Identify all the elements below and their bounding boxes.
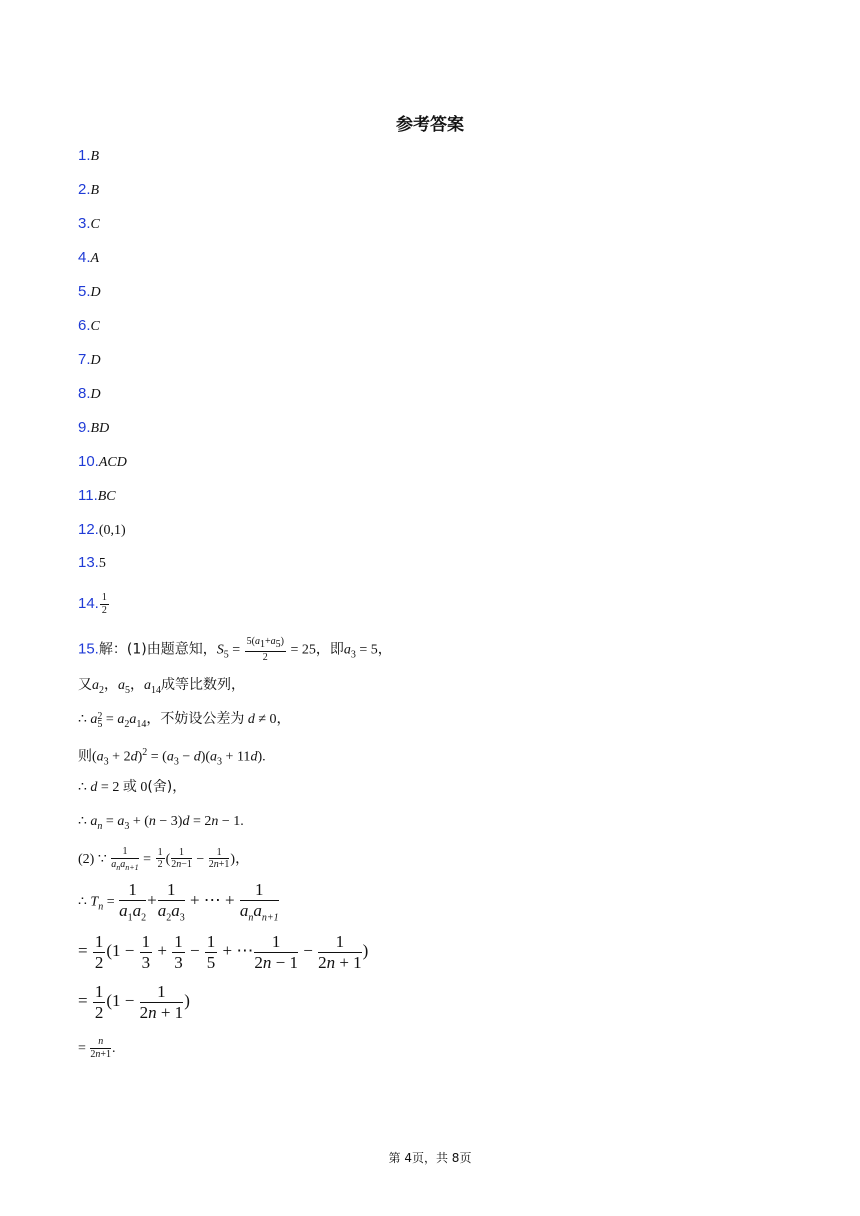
answer-item [78,180,99,201]
answer-number: 8. [78,385,91,402]
answer-number: 14. [78,595,99,612]
q15-number: 15. [78,640,99,658]
answer-item [78,418,109,439]
q15-line-9: = $\frac{1}{2}$ (1 − $\frac{1}{3}$ + $\frac{1}{3}$ − $\frac{1}{5}$ + ⋯ $\frac{1}{2n - 1}$ − $\frac{1}{2n + 1}$ ) [78,932,369,972]
q15-line-3: ∴ a $_{2 5} = a_2a_{14}$，不妨设公差为 d ≠ 0， [78,710,291,730]
answer-number: 10. [78,453,99,470]
answer-item [78,553,106,574]
answer-value: A [90,251,100,266]
answer-value: (0,1) [98,523,126,538]
q15-line-8: ∴ $T_n$ = $\frac{1}{a_1a_2}$ + $\frac{1}{a_2a_3}$ + ⋯ + $\frac{1}{a_na_{n+1}}$ [78,880,279,923]
q15-line-2: 又$a_2$，$a_5$，$a_{14}$成等比数列， [78,677,245,696]
answer-value: BC [97,489,116,504]
answer-number: 11. [78,487,98,504]
answer-number: 4. [78,249,91,266]
answer-item [78,486,116,507]
answer-fraction: $\frac{1}{2}$ [101,592,107,616]
answer-value: B [90,149,100,164]
answer-value: D [90,387,101,402]
answer-number: 3. [78,215,91,232]
answer-item [78,316,100,337]
page-footer: 第 4页，共 8页 [388,1151,472,1165]
answer-number: 6. [78,317,91,334]
q15-line-5: ∴ d = 2 或 0(舍)， [78,779,187,795]
answer-item [78,350,101,371]
answer-number: 2. [78,181,91,198]
answer-value: D [90,285,101,300]
answer-number: 13. [78,554,99,571]
q15-line-7: (2) ∵ $\frac{1}{a_na_{n+1}}$ = $\frac{1}{2}$ ( $\frac{1}{2n-1}$ − $\frac{1}{2n+1}$ )， [78,846,250,872]
answer-value: BD [90,421,110,436]
page-title: 参考答案 [396,115,464,135]
answer-value: ACD [98,455,127,470]
answer-item [78,452,127,473]
answer-value: C [90,319,100,334]
answer-number: 1. [78,147,91,164]
answer-item [78,214,100,235]
answer-value: 5 [98,556,106,571]
answer-item [78,248,99,269]
answer-number: 12. [78,521,99,538]
answer-item [78,520,126,541]
answer-item [78,592,110,616]
answer-value: C [90,217,100,232]
answer-item [78,384,101,405]
answer-value: B [90,183,100,198]
answer-value: D [90,353,101,368]
q15-line-10: = $\frac{1}{2}$ (1 − $\frac{1}{2n + 1}$ ) [78,982,190,1022]
answer-number: 9. [78,419,91,436]
answer-number: 5. [78,283,91,300]
q15-line-4: 则$(a_3 + 2d)^2 = (a_3 - d)(a_3 + 11d)$. [78,747,266,768]
q15-line-1: 15.解：(1)由题意知，$S_5$ = $\frac{5(a_1+a_5)}{2}$ = 25，即$a_3 = 5$， [78,636,392,663]
answer-item [78,282,101,303]
q15-line-11: = $\frac{n}{2n+1}$ . [78,1036,116,1060]
answer-number: 7. [78,351,91,368]
answer-item [78,146,99,167]
q15-line-6: ∴ $a_n = a_3 + (n - 3)d = 2n - 1$. [78,814,244,832]
